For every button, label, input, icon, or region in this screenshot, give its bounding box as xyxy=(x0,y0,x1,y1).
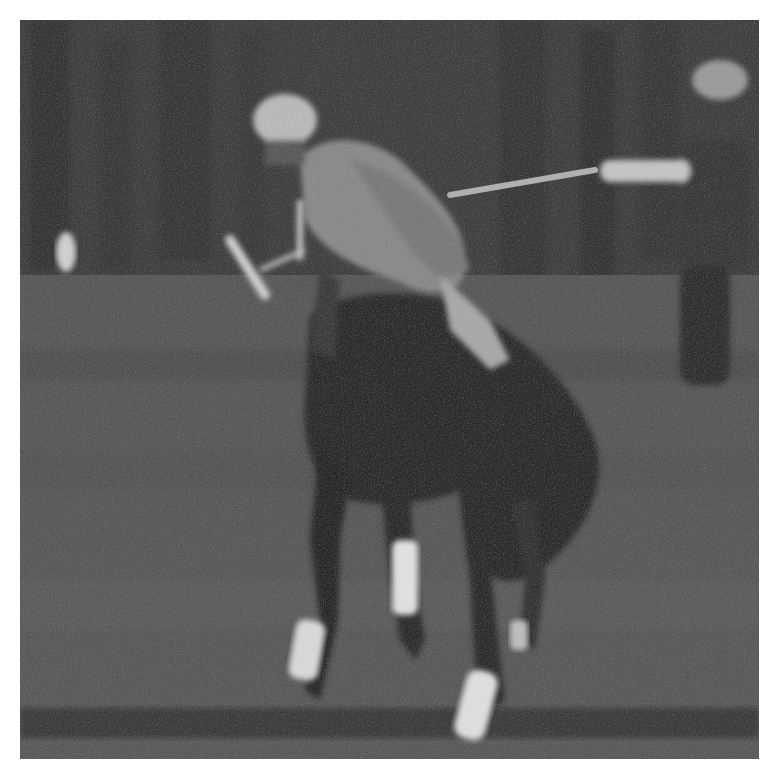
polo-scene xyxy=(20,20,759,759)
leg-wrap xyxy=(392,540,418,615)
distant-figure xyxy=(56,232,76,272)
shadow-strip xyxy=(20,708,759,738)
leg-wrap xyxy=(510,620,528,650)
helmet xyxy=(253,94,317,146)
polo-photo xyxy=(20,20,759,759)
